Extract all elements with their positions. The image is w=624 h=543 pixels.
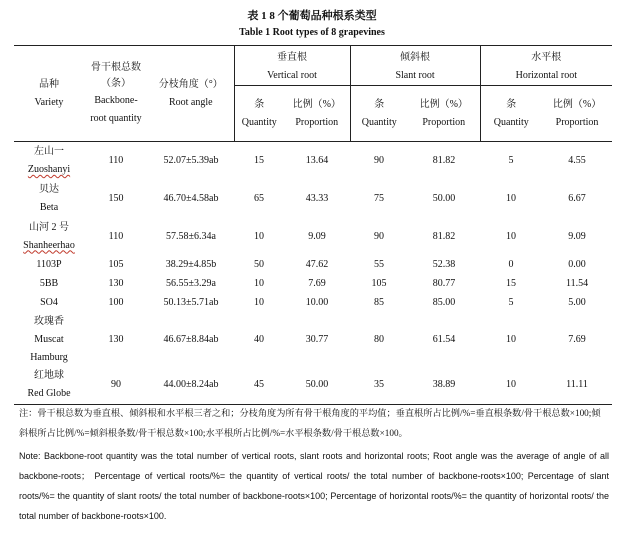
horizontal-prop-cell: 5.00 (568, 297, 586, 308)
backbone-cell: 100 (108, 297, 124, 308)
vertical-qty-cell: 15 (254, 154, 264, 166)
angle-cell: 46.70±4.58ab (163, 192, 219, 204)
table-row (14, 180, 612, 218)
backbone-cell: 110 (108, 230, 124, 242)
horizontal-qty-cell: 10 (506, 230, 517, 242)
subheader-v-qty (234, 86, 284, 142)
note-en: Note: Backbone-root quantity was the total number of vertical roots, slant roots and horizontal roots; Root angle was the average of angle of all backbone-roots； Percentage of vertical roots/%= the quantity of vertical roots/ the total number of backbone-roots×100; Percentage of slant roots/%= the quantity of slant roots/ the total number of backbone-roots×100; Percentage of horizontal roots/%= the quantity of horizontal roots/ the total number of backbone-roots×100. (19, 451, 609, 521)
angle-cell: 57.58±6.34a (166, 230, 216, 242)
quantity-cn: 条 (374, 98, 385, 110)
quantity-en: Quantity (241, 116, 277, 128)
horizontal-prop-cell: 6.67 (568, 192, 586, 204)
slant-prop-cell: 80.77 (432, 278, 456, 289)
horizontal-prop-cell: 4.55 (568, 154, 586, 166)
proportion-cn: 比例（%） (419, 98, 468, 110)
horizontal-prop-cell: 11.11 (566, 379, 588, 391)
backbone-cell: 105 (108, 259, 124, 270)
table-row (14, 275, 612, 294)
variety-cell (14, 313, 84, 367)
angle-cell: 50.13±5.71ab (163, 297, 219, 308)
backbone-cell: 130 (108, 333, 124, 345)
table-title-en: Table 1 Root types of 8 grapevines (239, 27, 385, 38)
vertical-qty-cell: 45 (254, 379, 264, 391)
header-slant-cn: 倾斜根 (400, 52, 431, 63)
header-backbone-cn: 骨干根总数（条） (91, 61, 141, 89)
variety-en: Shanheerhao (23, 239, 75, 251)
table-row (14, 313, 612, 367)
backbone-cell: 90 (111, 379, 121, 391)
variety-cell (14, 218, 84, 256)
horizontal-qty-cell: 10 (506, 379, 517, 391)
subheader-s-qty (350, 86, 408, 142)
horizontal-qty-cell: 15 (506, 278, 517, 289)
slant-prop-cell: 61.54 (432, 333, 456, 345)
slant-prop-cell: 81.82 (432, 230, 456, 242)
slant-prop-cell: 85.00 (432, 297, 456, 308)
vertical-qty-cell: 65 (254, 192, 264, 204)
vertical-prop-cell: 30.77 (305, 333, 329, 345)
variety-cell: SO4 (40, 297, 58, 308)
header-horizontal-en: Horizontal root (515, 70, 577, 81)
horizontal-prop-cell: 9.09 (568, 230, 586, 242)
variety-cell (14, 367, 84, 405)
vertical-prop-cell: 47.62 (305, 259, 329, 270)
header-vertical (234, 46, 350, 86)
slant-qty-cell: 55 (374, 259, 385, 270)
horizontal-prop-cell: 7.69 (568, 333, 586, 345)
quantity-cn: 条 (254, 98, 265, 110)
proportion-cn: 比例（%） (292, 98, 341, 110)
vertical-prop-cell: 13.64 (305, 154, 329, 166)
slant-qty-cell: 75 (374, 192, 385, 204)
variety-en: Zuoshanyi (27, 163, 71, 175)
horizontal-qty-cell: 5 (508, 154, 514, 166)
table-notes (19, 403, 609, 526)
header-slant-en: Slant root (395, 70, 435, 81)
angle-cell: 46.67±8.84ab (163, 333, 219, 345)
header-variety-en: Variety (34, 96, 64, 108)
subheader-s-prop (408, 86, 480, 142)
vertical-prop-cell: 10.00 (305, 297, 329, 308)
table-row (14, 142, 612, 180)
header-vertical-en: Vertical root (267, 70, 317, 81)
header-angle (148, 46, 234, 142)
subheader-h-qty (480, 86, 542, 142)
vertical-qty-cell: 50 (254, 259, 264, 270)
quantity-en: Quantity (493, 116, 529, 128)
variety-en: Muscat Hamburg (30, 333, 68, 363)
proportion-cn: 比例（%） (552, 98, 602, 110)
horizontal-qty-cell: 5 (508, 297, 514, 308)
vertical-qty-cell: 10 (254, 297, 264, 308)
horizontal-qty-cell: 0 (508, 259, 514, 270)
header-variety (14, 46, 84, 142)
vertical-prop-cell: 7.69 (308, 278, 326, 289)
variety-cn: 红地球 (34, 370, 64, 382)
angle-cell: 56.55±3.29a (166, 278, 216, 289)
proportion-en: Proportion (555, 116, 599, 128)
vertical-prop-cell: 43.33 (305, 192, 329, 204)
header-backbone (84, 46, 148, 142)
vertical-qty-cell: 40 (254, 333, 264, 345)
vertical-prop-cell: 50.00 (305, 379, 329, 391)
backbone-cell: 110 (108, 154, 124, 166)
slant-qty-cell: 90 (374, 230, 385, 242)
slant-qty-cell: 90 (374, 154, 385, 166)
variety-cell (14, 142, 84, 180)
horizontal-qty-cell: 10 (506, 192, 517, 204)
variety-en: Red Globe (27, 388, 71, 400)
header-row-group (14, 46, 612, 86)
table-title-cn: 表 1 8 个葡萄品种根系类型 (247, 10, 377, 22)
quantity-en: Quantity (361, 116, 397, 128)
table-row (14, 367, 612, 405)
header-variety-cn: 品种 (39, 78, 59, 90)
variety-cn: 玫瑰香 (34, 315, 64, 327)
header-horizontal (480, 46, 612, 86)
variety-cell: 1103P (36, 259, 62, 270)
header-backbone-en: Backbone-root quantity (90, 94, 142, 124)
table-row (14, 256, 612, 275)
subheader-v-prop (284, 86, 350, 142)
slant-qty-cell: 35 (374, 379, 385, 391)
variety-cn: 左山一 (34, 145, 64, 157)
slant-qty-cell: 80 (374, 333, 385, 345)
subheader-h-prop (542, 86, 612, 142)
proportion-en: Proportion (422, 116, 466, 128)
proportion-en: Proportion (295, 116, 339, 128)
horizontal-prop-cell: 0.00 (568, 259, 586, 270)
backbone-cell: 150 (108, 192, 124, 204)
slant-prop-cell: 50.00 (432, 192, 456, 204)
variety-cn: 贝达 (39, 183, 59, 195)
header-slant (350, 46, 480, 86)
vertical-qty-cell: 10 (254, 278, 264, 289)
backbone-cell: 130 (108, 278, 124, 289)
quantity-cn: 条 (506, 98, 517, 110)
header-vertical-cn: 垂直根 (277, 52, 307, 63)
horizontal-qty-cell: 10 (506, 333, 517, 345)
note-cn: 注：骨干根总数为垂直根、倾斜根和水平根三者之和；分枝角度为所有骨干根角度的平均值；垂直根所占比例/%=垂直根条数/骨干根总数×100;倾斜根所占比例/%=倾斜根条数/骨干根总数×100;水平根所占比例/%=水平根条数/骨干根总数×100。 (19, 408, 601, 438)
vertical-prop-cell: 9.09 (308, 230, 326, 242)
angle-cell: 38.29±4.85b (165, 259, 217, 270)
vertical-qty-cell: 10 (254, 230, 264, 242)
variety-cell (14, 180, 84, 218)
slant-prop-cell: 81.82 (432, 154, 456, 166)
slant-prop-cell: 38.89 (432, 379, 456, 391)
slant-prop-cell: 52.38 (432, 259, 456, 270)
table-row (14, 218, 612, 256)
variety-cn: 山河 2 号 (29, 221, 69, 233)
header-horizontal-cn: 水平根 (531, 52, 562, 63)
angle-cell: 52.07±5.39ab (163, 154, 219, 166)
horizontal-prop-cell: 11.54 (565, 278, 589, 289)
header-angle-cn: 分枝角度（°） (158, 78, 223, 90)
angle-cell: 44.00±8.24ab (163, 379, 219, 391)
root-types-table (14, 45, 612, 405)
variety-en: Beta (39, 201, 59, 213)
table-row (14, 294, 612, 313)
slant-qty-cell: 105 (371, 278, 387, 289)
variety-cell: 5BB (39, 278, 59, 289)
slant-qty-cell: 85 (374, 297, 385, 308)
header-angle-en: Root angle (168, 96, 213, 108)
